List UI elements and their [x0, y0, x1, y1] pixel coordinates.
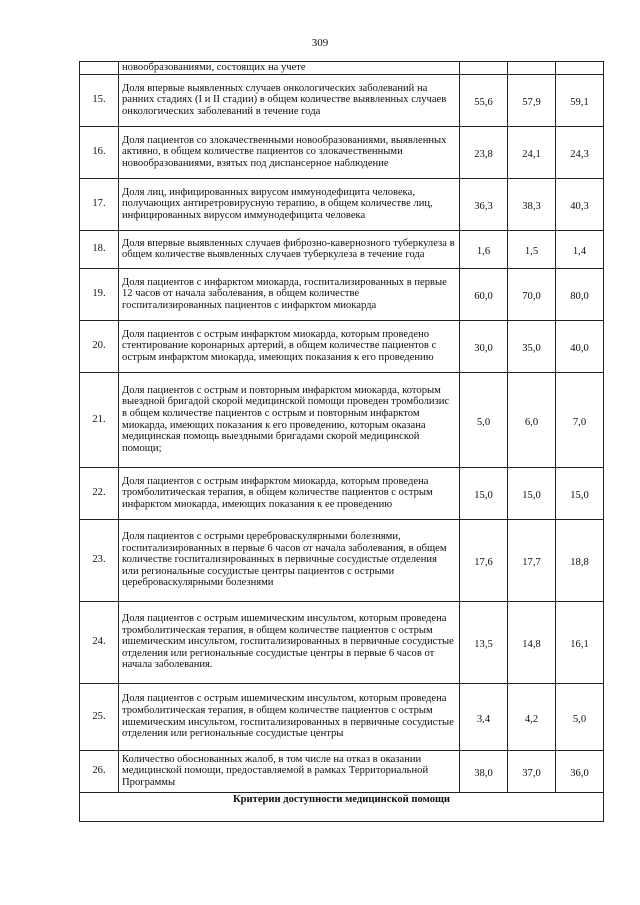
- value-col3: 24,3: [556, 126, 604, 178]
- table-row: [80, 74, 604, 126]
- row-description: Количество обоснованных жалоб, в том числе на отказ в оказании медицинской помощи, предоставляемой в рамках Территориальной Программы: [119, 750, 460, 792]
- value-col3: 16,1: [556, 601, 604, 683]
- row-number: 24.: [80, 601, 119, 683]
- value-col2: 1,5: [508, 230, 556, 268]
- value-col3: 5,0: [556, 683, 604, 750]
- row-number: 23.: [80, 519, 119, 601]
- value-cell: [556, 62, 604, 75]
- row-description: Доля пациентов с острым ишемическим инсультом, которым проведена тромболитическая терапия, в общем количестве пациентов с острым ишемическим инсультом, госпитализированных в первичные сосудистые отделения или региональные сосудистые центры в первые 6 часов от начала заболевания.: [119, 601, 460, 683]
- table-row: [80, 320, 604, 372]
- value-col3: 40,3: [556, 178, 604, 230]
- row-description: Доля пациентов с острым инфарктом миокарда, которым проведено стентирование коронарных артерий, в общем количестве пациентов с острым инфарктом миокарда, имеющих показания к его проведению: [119, 320, 460, 372]
- table-row: [80, 683, 604, 750]
- table-row: [80, 268, 604, 320]
- value-col1: 1,6: [460, 230, 508, 268]
- value-col3: 80,0: [556, 268, 604, 320]
- value-col3: 59,1: [556, 74, 604, 126]
- criteria-table: [79, 61, 604, 822]
- row-description: Доля впервые выявленных случаев фиброзно-кавернозного туберкулеза в общем количестве выявленных случаев туберкулеза в течение года: [119, 230, 460, 268]
- row-number: 20.: [80, 320, 119, 372]
- value-col1: 30,0: [460, 320, 508, 372]
- table-row: [80, 372, 604, 467]
- row-number: 21.: [80, 372, 119, 467]
- row-number: 17.: [80, 178, 119, 230]
- value-col1: 36,3: [460, 178, 508, 230]
- value-col1: 13,5: [460, 601, 508, 683]
- value-col3: 1,4: [556, 230, 604, 268]
- row-description: Доля пациентов с острым и повторным инфарктом миокарда, которым выездной бригадой скорой медицинской помощи проведен тромболизис в общем количестве пациентов с острым и повторным инфарктом миокарда, имеющих показания к его проведению, которым оказана медицинская помощь выездными бригадами скорой медицинской помощи;: [119, 372, 460, 467]
- row-number: 25.: [80, 683, 119, 750]
- table-row: [80, 126, 604, 178]
- table-row: [80, 750, 604, 792]
- value-col3: 15,0: [556, 467, 604, 519]
- table-row: [80, 178, 604, 230]
- table-row-continuation: [80, 62, 604, 75]
- value-col1: 15,0: [460, 467, 508, 519]
- row-description: Доля пациентов с острым ишемическим инсультом, которым проведена тромболитическая терапия, в общем количестве пациентов с острым ишемическим инсультом, госпитализированных в первичные сосудистые отделения или региональные сосудистые центры: [119, 683, 460, 750]
- table-row: [80, 230, 604, 268]
- table-body: [80, 62, 604, 793]
- row-description: Доля лиц, инфицированных вирусом иммунодефицита человека, получающих антиретровирусную терапию, в общем количестве лиц, инфицированных вирусом иммунодефицита человека: [119, 178, 460, 230]
- value-col1: 3,4: [460, 683, 508, 750]
- row-number: 19.: [80, 268, 119, 320]
- row-number: 26.: [80, 750, 119, 792]
- value-col2: 37,0: [508, 750, 556, 792]
- value-col2: 15,0: [508, 467, 556, 519]
- value-col1: 55,6: [460, 74, 508, 126]
- value-col3: 18,8: [556, 519, 604, 601]
- table-row: [80, 467, 604, 519]
- value-col3: 40,0: [556, 320, 604, 372]
- section-heading-row: [80, 792, 604, 821]
- value-col2: 24,1: [508, 126, 556, 178]
- value-col2: 14,8: [508, 601, 556, 683]
- value-col2: 17,7: [508, 519, 556, 601]
- value-col2: 4,2: [508, 683, 556, 750]
- table-row: [80, 601, 604, 683]
- value-col2: 38,3: [508, 178, 556, 230]
- row-description: Доля впервые выявленных случаев онкологических заболеваний на ранних стадиях (I и II стадии) в общем количестве выявленных случаев онкологических заболеваний в течение года: [119, 74, 460, 126]
- value-col1: 23,8: [460, 126, 508, 178]
- value-col1: 38,0: [460, 750, 508, 792]
- value-col2: 57,9: [508, 74, 556, 126]
- section-heading: Критерии доступности медицинской помощи: [232, 793, 451, 805]
- value-cell: [460, 62, 508, 75]
- row-number-cell: [80, 62, 119, 75]
- section-heading-cell: [80, 792, 604, 821]
- row-description: Доля пациентов с инфарктом миокарда, госпитализированных в первые 12 часов от начала заболевания, в общем количестве госпитализированных пациентов с инфарктом миокарда: [119, 268, 460, 320]
- value-cell: [508, 62, 556, 75]
- value-col2: 6,0: [508, 372, 556, 467]
- value-col1: 5,0: [460, 372, 508, 467]
- value-col3: 36,0: [556, 750, 604, 792]
- row-number: 16.: [80, 126, 119, 178]
- row-description: Доля пациентов с острыми цереброваскулярными болезнями, госпитализированных в первые 6 часов от начала заболевания, в общем количестве госпитализированных в первичные сосудистые отделения или региональные сосудистые центры пациентов с острыми цереброваскулярными болезнями: [119, 519, 460, 601]
- row-number: 15.: [80, 74, 119, 126]
- value-col1: 60,0: [460, 268, 508, 320]
- page-number: 309: [311, 37, 329, 49]
- value-col2: 70,0: [508, 268, 556, 320]
- row-description: Доля пациентов с острым инфарктом миокарда, которым проведена тромболитическая терапия, в общем количестве пациентов с острым инфарктом миокарда, имеющих показания к ее проведению: [119, 467, 460, 519]
- value-col1: 17,6: [460, 519, 508, 601]
- row-description: Доля пациентов со злокачественными новообразованиями, выявленных активно, в общем количестве пациентов со злокачественными новообразованиями, взятых под диспансерное наблюдение: [119, 126, 460, 178]
- value-col2: 35,0: [508, 320, 556, 372]
- value-col3: 7,0: [556, 372, 604, 467]
- row-number: 18.: [80, 230, 119, 268]
- table-row: [80, 519, 604, 601]
- row-number: 22.: [80, 467, 119, 519]
- continuation-text: новообразованиями, состоящих на учете: [119, 62, 460, 75]
